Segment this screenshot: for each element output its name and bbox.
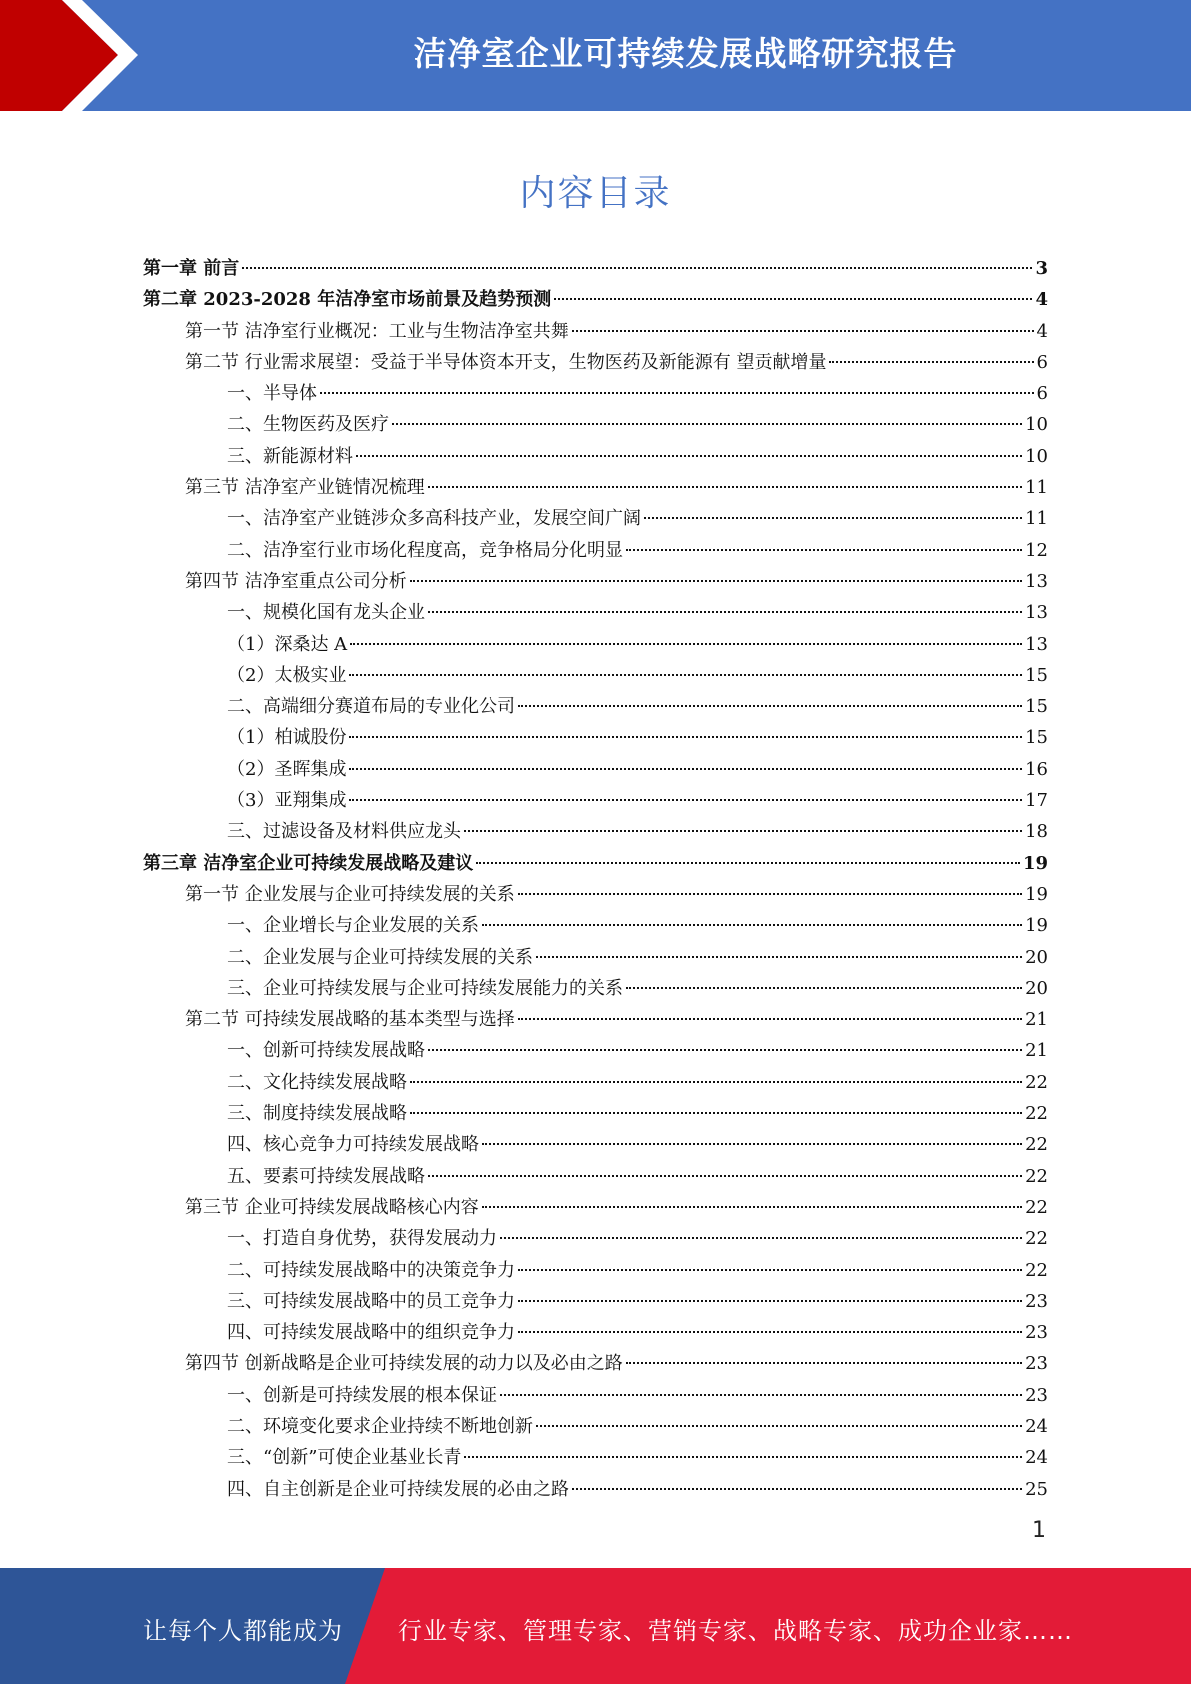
- toc-entry-page: 22: [1025, 1196, 1048, 1218]
- toc-entry-page: 6: [1036, 383, 1048, 405]
- toc-entry[interactable]: [143, 1286, 1048, 1317]
- toc-entry-page: 15: [1025, 696, 1048, 718]
- toc-dot-leader: [349, 736, 1022, 738]
- toc-entry[interactable]: [143, 1411, 1048, 1442]
- toc-entry-label: 第二章 2023-2028 年洁净室市场前景及趋势预测: [143, 289, 552, 311]
- toc-entry-label: 二、生物医药及医疗: [227, 414, 389, 436]
- toc-entry-label: 第三节 洁净室产业链情况梳理: [185, 477, 425, 499]
- toc-entry[interactable]: [143, 597, 1048, 628]
- toc-entry[interactable]: [143, 1474, 1048, 1505]
- toc-dot-leader: [464, 1456, 1022, 1458]
- toc-entry-page: 11: [1025, 477, 1048, 499]
- toc-dot-leader: [518, 1018, 1022, 1020]
- toc-dot-leader: [349, 674, 1022, 676]
- toc-dot-leader: [500, 1237, 1022, 1239]
- toc-entry[interactable]: [143, 816, 1048, 847]
- toc-entry-page: 11: [1025, 508, 1048, 530]
- toc-entry[interactable]: [143, 409, 1048, 440]
- toc-entry[interactable]: [143, 441, 1048, 472]
- toc-entry-page: 13: [1025, 570, 1048, 592]
- toc-entry-label: （2）圣晖集成: [227, 758, 347, 780]
- toc-dot-leader: [518, 705, 1022, 707]
- toc-dot-leader: [554, 298, 1032, 300]
- toc-heading: 内容目录: [519, 173, 672, 214]
- toc-entry[interactable]: [143, 535, 1048, 566]
- toc-entry-page: 13: [1025, 602, 1048, 624]
- toc-entry-page: 22: [1025, 1259, 1048, 1281]
- toc-entry[interactable]: [143, 1317, 1048, 1348]
- toc-entry-label: 第二节 可持续发展战略的基本类型与选择: [185, 1009, 515, 1031]
- toc-entry[interactable]: [143, 378, 1048, 409]
- toc-entry-label: （2）太极实业: [227, 664, 347, 686]
- toc-entry[interactable]: [143, 1067, 1048, 1098]
- toc-entry[interactable]: [143, 1161, 1048, 1192]
- toc-dot-leader: [626, 987, 1022, 989]
- toc-entry-page: 12: [1025, 539, 1048, 561]
- toc-entry[interactable]: [143, 1442, 1048, 1473]
- toc-dot-leader: [518, 1269, 1022, 1271]
- toc-entry-label: 一、创新可持续发展战略: [227, 1040, 425, 1062]
- toc-entry-page: 10: [1025, 414, 1048, 436]
- toc-entry-page: 23: [1025, 1353, 1048, 1375]
- toc-entry[interactable]: [143, 660, 1048, 691]
- toc-entry[interactable]: [143, 1380, 1048, 1411]
- toc-dot-leader: [482, 1143, 1022, 1145]
- toc-entry-page: 24: [1025, 1447, 1048, 1469]
- toc-dot-leader: [410, 1081, 1022, 1083]
- toc-entry-page: 4: [1036, 320, 1048, 342]
- toc-dot-leader: [518, 1300, 1022, 1302]
- toc-entry[interactable]: [143, 316, 1048, 347]
- toc-entry-page: 21: [1025, 1040, 1048, 1062]
- toc-entry-page: 19: [1025, 883, 1048, 905]
- toc-entry[interactable]: [143, 629, 1048, 660]
- toc-dot-leader: [410, 580, 1022, 582]
- toc-dot-leader: [320, 392, 1034, 394]
- toc-entry-page: 25: [1025, 1478, 1048, 1500]
- toc-entry-page: 19: [1022, 852, 1048, 874]
- toc-entry-label: 第二节 行业需求展望：受益于半导体资本开支，生物医药及新能源有 望贡献增量: [185, 351, 827, 373]
- toc-entry[interactable]: [143, 910, 1048, 941]
- toc-dot-leader: [482, 1206, 1022, 1208]
- toc-entry-label: （1）深桑达 A: [227, 633, 348, 655]
- toc-dot-leader: [428, 1049, 1022, 1051]
- toc-dot-leader: [626, 1362, 1022, 1364]
- toc-entry-label: 一、创新是可持续发展的根本保证: [227, 1384, 497, 1406]
- toc-entry-page: 23: [1025, 1322, 1048, 1344]
- toc-entry-label: 三、“创新”可使企业基业长青: [227, 1447, 462, 1469]
- toc-dot-leader: [464, 830, 1022, 832]
- toc-dot-leader: [829, 361, 1033, 363]
- toc-entry[interactable]: [143, 347, 1048, 378]
- toc-entry-label: 三、过滤设备及材料供应龙头: [227, 821, 461, 843]
- toc-entry-page: 18: [1025, 821, 1048, 843]
- toc-entry-label: 第四节 创新战略是企业可持续发展的动力以及必由之路: [185, 1353, 623, 1375]
- header-banner: [0, 0, 1191, 111]
- toc-entry-page: 6: [1036, 351, 1048, 373]
- toc-entry[interactable]: [143, 1098, 1048, 1129]
- toc-entry[interactable]: [143, 1192, 1048, 1223]
- toc-entry-label: 第三章 洁净室企业可持续发展战略及建议: [143, 852, 474, 874]
- toc-entry[interactable]: [143, 1035, 1048, 1066]
- toc-entry-label: 一、洁净室产业链涉众多高科技产业，发展空间广阔: [227, 508, 641, 530]
- toc-entry[interactable]: [143, 879, 1048, 910]
- toc-entry[interactable]: [143, 785, 1048, 816]
- footer-banner: [0, 1568, 1191, 1684]
- toc-dot-leader: [518, 893, 1022, 895]
- toc-entry-page: 23: [1025, 1384, 1048, 1406]
- toc-entry-page: 22: [1025, 1071, 1048, 1093]
- toc-entry-page: 22: [1025, 1134, 1048, 1156]
- footer-slogan-left: 让每个人都能成为: [143, 1617, 343, 1645]
- toc-entry-label: 第三节 企业可持续发展战略核心内容: [185, 1196, 479, 1218]
- toc-entry-label: （3）亚翔集成: [227, 790, 347, 812]
- toc-dot-leader: [626, 549, 1022, 551]
- toc-entry[interactable]: [143, 1004, 1048, 1035]
- toc-entry-page: 20: [1025, 977, 1048, 999]
- toc-dot-leader: [242, 267, 1032, 269]
- toc-entry-label: 四、核心竞争力可持续发展战略: [227, 1134, 479, 1156]
- toc-entry[interactable]: [143, 566, 1048, 597]
- toc-dot-leader: [410, 1112, 1022, 1114]
- toc-dot-leader: [428, 486, 1022, 488]
- header-arrow-decoration: [0, 0, 160, 111]
- toc-entry[interactable]: [143, 253, 1048, 284]
- toc-dot-leader: [428, 1175, 1022, 1177]
- toc-entry-label: 第一章 前言: [143, 258, 240, 279]
- toc-entry-label: 三、新能源材料: [227, 445, 353, 467]
- toc-entry-label: 一、打造自身优势，获得发展动力: [227, 1228, 497, 1250]
- toc-entry-label: 一、半导体: [227, 383, 317, 405]
- toc-entry-label: 第四节 洁净室重点公司分析: [185, 570, 407, 592]
- toc-entry-label: 四、自主创新是企业可持续发展的必由之路: [227, 1478, 569, 1500]
- toc-entry[interactable]: [143, 942, 1048, 973]
- toc-entry-label: 二、洁净室行业市场化程度高，竞争格局分化明显: [227, 539, 623, 561]
- page-number: 1: [1032, 1518, 1046, 1543]
- toc-entry[interactable]: [143, 1129, 1048, 1160]
- toc-dot-leader: [349, 799, 1022, 801]
- toc-entry-label: 二、高端细分赛道布局的专业化公司: [227, 696, 515, 718]
- toc-entry-label: 三、可持续发展战略中的员工竞争力: [227, 1290, 515, 1312]
- toc-entry-page: 24: [1025, 1415, 1048, 1437]
- toc-dot-leader: [644, 517, 1022, 519]
- toc-entry-label: 第一节 企业发展与企业可持续发展的关系: [185, 883, 515, 905]
- toc-entry-page: 4: [1035, 289, 1048, 311]
- toc-dot-leader: [428, 611, 1022, 613]
- toc-entry-page: 22: [1025, 1165, 1048, 1187]
- toc-dot-leader: [500, 1394, 1022, 1396]
- toc-dot-leader: [518, 1331, 1022, 1333]
- toc-entry-label: 二、企业发展与企业可持续发展的关系: [227, 946, 533, 968]
- toc-dot-leader: [349, 768, 1022, 770]
- toc-entry[interactable]: [143, 691, 1048, 722]
- toc-dot-leader: [392, 423, 1022, 425]
- toc-entry-page: 23: [1025, 1290, 1048, 1312]
- toc-entry-label: 二、文化持续发展战略: [227, 1071, 407, 1093]
- toc-entry-label: 一、企业增长与企业发展的关系: [227, 915, 479, 937]
- toc-entry[interactable]: [143, 503, 1048, 534]
- toc-entry-label: 二、环境变化要求企业持续不断地创新: [227, 1415, 533, 1437]
- toc-entry-page: 20: [1025, 946, 1048, 968]
- toc-entry[interactable]: [143, 848, 1048, 879]
- toc-entry-label: 三、制度持续发展战略: [227, 1103, 407, 1125]
- toc-entry[interactable]: [143, 1255, 1048, 1286]
- toc-entry-page: 17: [1025, 790, 1048, 812]
- toc-entry-page: 10: [1025, 445, 1048, 467]
- toc-entry-page: 3: [1035, 258, 1048, 279]
- toc-entry-label: 四、可持续发展战略中的组织竞争力: [227, 1322, 515, 1344]
- toc-dot-leader: [356, 455, 1022, 457]
- toc-entry[interactable]: [143, 1223, 1048, 1254]
- toc-entry-page: 15: [1025, 664, 1048, 686]
- toc-entry-label: 一、规模化国有龙头企业: [227, 602, 425, 624]
- toc-dot-leader: [536, 1425, 1022, 1427]
- toc-dot-leader: [476, 862, 1020, 864]
- toc-dot-leader: [350, 643, 1022, 645]
- toc-dot-leader: [572, 1488, 1022, 1490]
- toc-entry-label: 第一节 洁净室行业概况：工业与生物洁净室共舞: [185, 320, 569, 342]
- footer-slogan-right: 行业专家、管理专家、营销专家、战略专家、成功企业家……: [398, 1617, 1073, 1645]
- table-of-contents: [143, 253, 1048, 1505]
- toc-entry-page: 13: [1025, 633, 1048, 655]
- toc-entry[interactable]: [143, 472, 1048, 503]
- toc-entry-page: 16: [1025, 758, 1048, 780]
- toc-entry-page: 15: [1025, 727, 1048, 749]
- toc-entry[interactable]: [143, 1348, 1048, 1379]
- toc-entry-page: 22: [1025, 1228, 1048, 1250]
- toc-entry[interactable]: [143, 754, 1048, 785]
- toc-dot-leader: [536, 956, 1022, 958]
- toc-entry-label: 五、要素可持续发展战略: [227, 1165, 425, 1187]
- toc-entry-label: 二、可持续发展战略中的决策竞争力: [227, 1259, 515, 1281]
- toc-entry-label: 三、企业可持续发展与企业可持续发展能力的关系: [227, 977, 623, 999]
- toc-entry[interactable]: [143, 284, 1048, 315]
- toc-entry-page: 21: [1025, 1009, 1048, 1031]
- toc-entry-label: （1）柏诚股份: [227, 727, 347, 749]
- report-title: 洁净室企业可持续发展战略研究报告: [413, 34, 958, 73]
- toc-dot-leader: [482, 924, 1022, 926]
- toc-entry-page: 22: [1025, 1103, 1048, 1125]
- toc-dot-leader: [572, 330, 1034, 332]
- toc-entry[interactable]: [143, 973, 1048, 1004]
- toc-entry-page: 19: [1025, 915, 1048, 937]
- toc-entry[interactable]: [143, 722, 1048, 753]
